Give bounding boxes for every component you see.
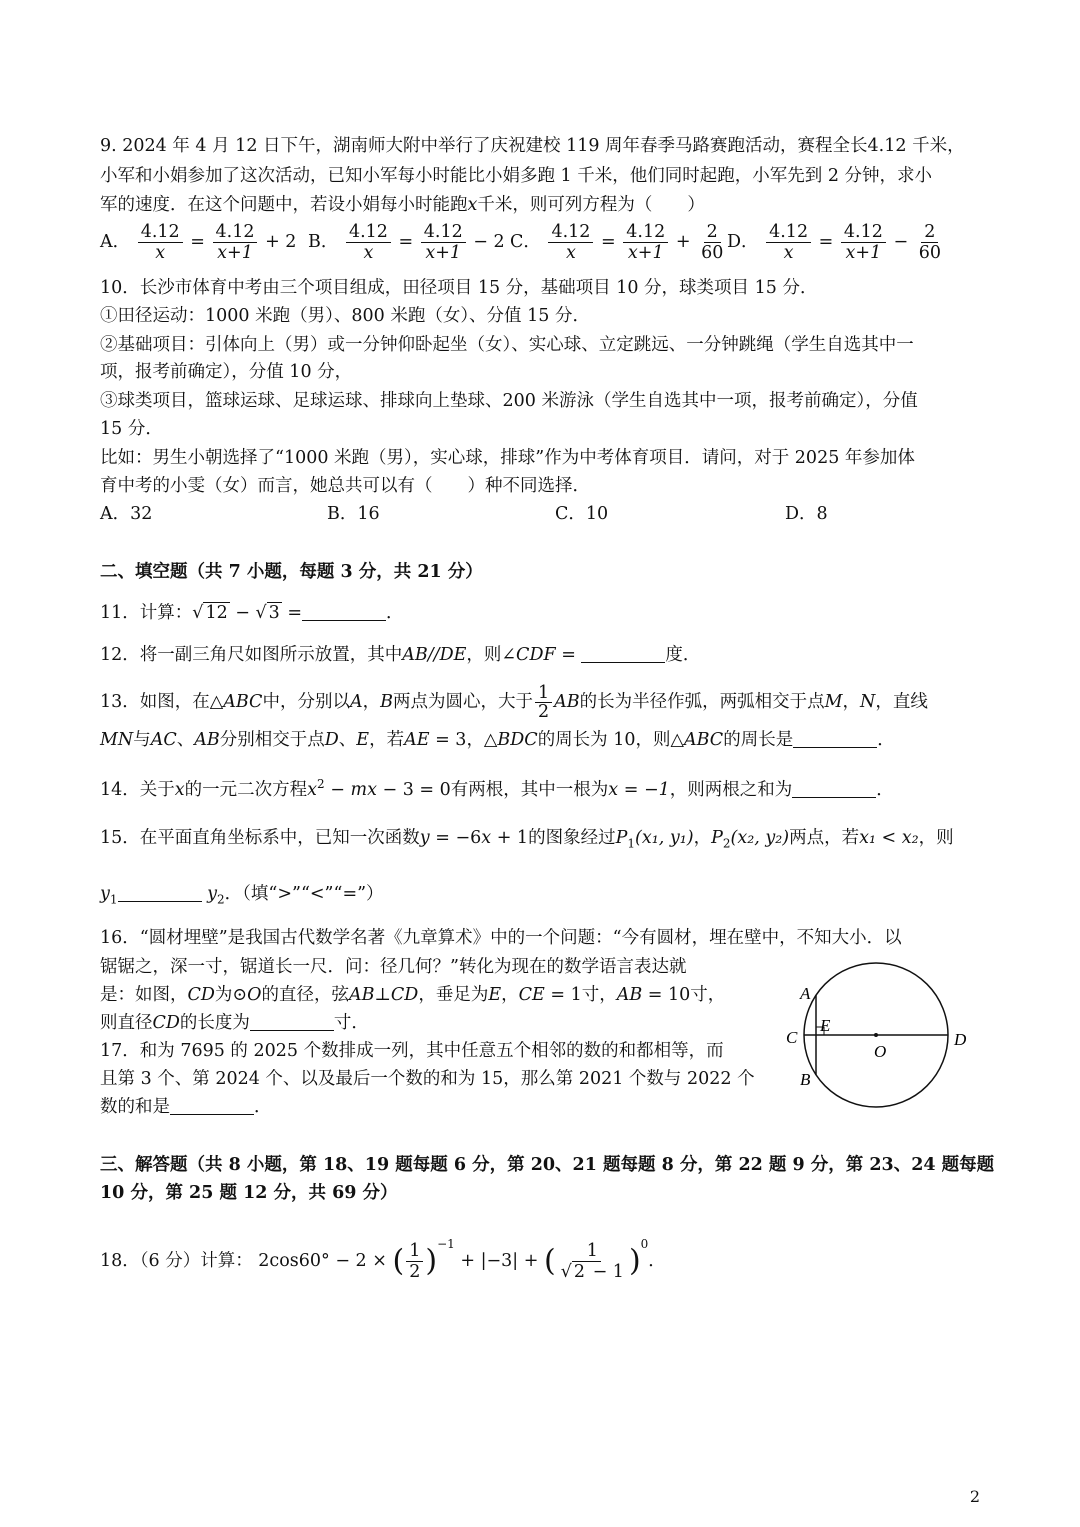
math: = 1 [544, 985, 582, 1005]
q9-line1: 9. 2024 年 4 月 12 日下午，湖南师大附中举行了庆祝建校 119 周年春季马路赛跑活动，赛程全长4.12 千米， [100, 136, 965, 156]
q10-option-c: C．10 [555, 504, 609, 524]
text: 的一元二次方程 [184, 779, 308, 800]
q9-var-x: x [467, 195, 478, 215]
math: x [307, 779, 318, 800]
q13-line2 [100, 728, 895, 752]
math: AB//DE [402, 645, 467, 665]
label-e: E [820, 1016, 831, 1035]
paren: ( [543, 1243, 556, 1279]
subscript: 1 [627, 836, 635, 851]
text: 两点，若 [789, 828, 860, 848]
math: ABC [683, 730, 724, 750]
math: AB [348, 985, 375, 1005]
answer-blank[interactable] [118, 883, 202, 902]
fraction [841, 222, 886, 263]
denominator: x+1 [217, 243, 253, 263]
text: 则直径 [100, 1013, 153, 1033]
q10-option-a: A．32 [100, 504, 153, 524]
q10-line5: ③球类项目，篮球运球、足球运球、排球向上垫球、200 米游泳（学生自选其中一项，报考前确定），分值 [100, 391, 918, 411]
fraction [558, 1241, 627, 1282]
q17-line1: 17．和为 7695 的 2025 个数排成一列，其中任意五个相邻的数的和都相等，而 [100, 1041, 724, 1061]
exponent: 2 [317, 777, 325, 791]
numerator: 4.12 [623, 222, 668, 243]
q11-text: 11．计算： [100, 603, 193, 623]
math: MN [100, 730, 134, 750]
fraction [535, 684, 552, 721]
q10-option-b: B．16 [327, 504, 380, 524]
math: AB [194, 730, 220, 750]
radicand: 3 [268, 603, 280, 623]
text: 有两根，其中一根为 [450, 779, 609, 800]
text: ， [842, 692, 861, 712]
fraction [406, 1241, 423, 1282]
q10-line1: 10．长沙市体育中考由三个项目组成，田径项目 15 分，基础项目 10 分，球类项目 15 分． [100, 278, 818, 298]
subscript: 2 [217, 892, 225, 907]
numerator: 4.12 [346, 222, 391, 243]
text: 度． [665, 645, 701, 665]
text: 寸． [333, 1013, 369, 1033]
text: 14．关于 [100, 779, 175, 800]
math: D [324, 730, 339, 750]
exponent: −1 [437, 1237, 455, 1251]
math: CD [187, 985, 215, 1005]
text: ，垂足为 [418, 985, 489, 1005]
q13-line1 [100, 684, 928, 721]
q16-line1: 16．“圆材埋壁”是我国古代数学名著《九章算术》中的一个问题：“今有圆材，埋在壁中，不知大小．以 [100, 928, 902, 948]
exponent: 0 [640, 1237, 649, 1251]
math: − 3 = 0 [376, 779, 451, 800]
numerator: 4.12 [548, 222, 593, 243]
math: P [711, 828, 723, 848]
math: x = −1 [608, 779, 670, 800]
answer-blank[interactable] [793, 729, 877, 748]
q15-line1 [100, 826, 954, 856]
math: N [860, 692, 876, 712]
q9-option-a [100, 222, 296, 263]
option-label: D． [727, 232, 759, 252]
text: 两点为圆心，大于 [392, 692, 533, 712]
answer-blank[interactable] [302, 602, 386, 621]
math: + 1 [491, 828, 529, 848]
math: AB [554, 692, 580, 712]
math: ∠CDF [501, 645, 556, 665]
math: M [824, 692, 843, 712]
term: − 2 [473, 232, 505, 252]
text: 15．在平面直角坐标系中，已知一次函数 [100, 828, 420, 848]
q10-line3: ②基础项目：引体向上（男）或一分钟仰卧起坐（女）、实心球、立定跳远、一分钟跳绳（学生自选其中一 [100, 335, 914, 355]
option-label: B． [308, 232, 339, 252]
fraction [698, 222, 726, 263]
math: (x₁, y₁) [635, 828, 694, 848]
text: 寸， [690, 985, 726, 1005]
text: 的长为半径作弧，两弧相交于点 [579, 692, 825, 712]
numerator: 4.12 [841, 222, 886, 243]
q10-line6: 15 分． [100, 419, 163, 439]
text: 的周长为 10，则△ [537, 730, 684, 750]
math: = 3 [429, 730, 467, 750]
equals: = [190, 232, 205, 252]
q9-line2: 小军和小娟参加了这次活动，已知小军每小时能比小娟多跑 1 千米，他们同时起跑，小军先到 2 分钟，求小 [100, 166, 933, 186]
section-3-heading-line2: 10 分，第 25 题 12 分，共 69 分） [100, 1183, 398, 1203]
answer-blank[interactable] [792, 779, 876, 798]
math: (x₂, y₂) [730, 828, 790, 848]
radicand: 12 [205, 603, 228, 623]
denominator: x [155, 243, 166, 263]
q17-line2: 且第 3 个、第 2024 个、以及最后一个数的和为 15，那么第 2021 个数与 2022 个 [100, 1069, 755, 1089]
denominator: 60 [701, 243, 724, 263]
page-number: 2 [969, 1487, 980, 1506]
q9-option-d [727, 222, 946, 263]
denominator: x+1 [425, 243, 462, 263]
q16-line2: 锯锯之，深一寸，锯道长一尺．问：径几何？”转化为现在的数学语言表达就 [100, 957, 687, 977]
denominator: x [783, 243, 794, 263]
math: x [174, 779, 185, 800]
math: A [349, 692, 363, 712]
denominator: √ 2 − 1 [560, 1262, 624, 1282]
text: ， [693, 828, 712, 848]
text: 是：如图， [100, 985, 188, 1005]
math: AE [404, 730, 430, 750]
fraction [138, 222, 183, 263]
math: CD [390, 985, 419, 1005]
q10-line8: 育中考的小雯（女）而言，她总共可以有（ ）种不同选择． [100, 476, 590, 496]
q18 [100, 1222, 666, 1284]
q15-line2 [100, 882, 384, 912]
text: ，△ [466, 730, 498, 750]
q9-option-b [308, 222, 505, 263]
math: y [100, 884, 110, 904]
equals: = [398, 232, 414, 252]
denominator: 60 [918, 243, 941, 263]
section-3-heading-line1: 三、解答题（共 8 小题，第 18、19 题每题 6 分，第 20、21 题每题 8 分，第 22 题 9 分，第 23、24 题每题 [100, 1155, 995, 1175]
text: 的图象经过 [528, 828, 616, 848]
q9-line3-end: 千米，则可列方程为（ ） [477, 195, 705, 215]
text: 为⊙ [214, 985, 248, 1005]
math: x₁ < x₂ [859, 828, 919, 848]
text: ， [501, 985, 519, 1005]
period: ． [386, 603, 404, 623]
text: 13．如图，在△ [100, 692, 224, 712]
text: 分别相交于点 [219, 730, 325, 750]
text: ． [648, 1251, 666, 1271]
math: AC [150, 730, 177, 750]
math: CD [152, 1013, 180, 1033]
q14 [100, 772, 894, 802]
numerator: 4.12 [213, 222, 258, 243]
label-a: A [800, 984, 811, 1003]
text: 与 [133, 730, 151, 750]
q11: 11．计算：√ 12 − √ 3 = ． [100, 603, 404, 623]
fraction [916, 222, 944, 263]
q16-line3 [100, 983, 725, 1007]
option-label: C． [510, 232, 541, 252]
option-label: A． [100, 232, 131, 252]
text: ． [876, 779, 894, 800]
text: 寸， [581, 985, 617, 1005]
label-c: C [786, 1028, 798, 1047]
fraction [346, 222, 391, 263]
circle-figure [780, 955, 980, 1125]
numerator: 2 [704, 222, 721, 243]
math: − [324, 779, 351, 800]
equals: = [281, 603, 303, 623]
numerator: 1 [535, 684, 552, 703]
fraction [421, 222, 466, 263]
q10-line7: 比如：男生小朝选择了“1000 米跑（男），实心球，排球”作为中考体育项目．请问，对于 2025 年参加体 [100, 448, 915, 468]
q17-line3 [100, 1095, 272, 1119]
text: 、 [176, 730, 195, 750]
minus: − [893, 232, 909, 252]
math: E [356, 730, 370, 750]
paren: ) [628, 1243, 641, 1279]
answer-blank[interactable] [250, 1012, 334, 1031]
math: AB [616, 985, 643, 1005]
radicand: 2 [573, 1262, 585, 1282]
denominator: x [566, 243, 576, 263]
numerator: 4.12 [766, 222, 811, 243]
q9-line3-text: 军的速度．在这个问题中，若设小娟每小时能跑 [100, 195, 468, 215]
text: ．（填“>”“<”“=”） [224, 884, 384, 904]
numerator: 4.12 [138, 222, 183, 243]
math: = 10 [642, 985, 691, 1005]
denominator: 2 [537, 702, 550, 722]
math: − 1 [587, 1262, 624, 1282]
subscript: 1 [109, 892, 118, 907]
text: 的长度为 [179, 1013, 250, 1033]
plus: + [675, 232, 691, 252]
q10-option-d: D．8 [785, 504, 828, 524]
math: B [380, 692, 393, 712]
fraction [766, 222, 811, 263]
text: 18．（6 分）计算： [100, 1251, 253, 1271]
paren: ( [392, 1243, 405, 1279]
q16-line4 [100, 1011, 369, 1035]
text: ． [254, 1097, 272, 1117]
text: ，则两根之和为 [669, 779, 793, 800]
equals: = [555, 645, 582, 665]
numerator: 1 [406, 1241, 423, 1262]
numerator: 4.12 [421, 222, 466, 243]
equals: = [818, 232, 834, 252]
fraction [213, 222, 258, 263]
label-b: B [800, 1070, 811, 1089]
text: 数的和是 [100, 1097, 170, 1117]
label-d: D [954, 1030, 967, 1049]
text: ， [362, 692, 381, 712]
denominator: x+1 [845, 243, 882, 263]
label-o: O [874, 1042, 887, 1061]
math: + |−3| + [460, 1251, 539, 1271]
fraction [548, 222, 593, 263]
math: y [207, 884, 217, 904]
math: E [488, 985, 502, 1005]
text: ，则 [466, 645, 502, 665]
numerator: 2 [921, 222, 938, 243]
math: BDC [497, 730, 538, 750]
math: y [419, 828, 430, 848]
math: O [247, 985, 262, 1005]
subscript: 2 [722, 836, 731, 851]
denominator: x+1 [627, 243, 664, 263]
denominator: 2 [409, 1262, 421, 1282]
text: ，则 [918, 828, 954, 848]
q9-option-c [510, 222, 728, 263]
math: 2cos60° − 2 × [258, 1251, 387, 1271]
paren: ) [425, 1243, 438, 1279]
q12 [100, 643, 700, 667]
section-2-heading: 二、填空题（共 7 小题，每题 3 分，共 21 分） [100, 562, 483, 582]
term: + 2 [265, 232, 297, 252]
math: CE [518, 985, 545, 1005]
center-point [874, 1033, 878, 1037]
math: ⊥ [374, 985, 391, 1005]
math: = −6 [429, 828, 482, 848]
math: mx [350, 779, 377, 800]
q10-line4: 项，报考前确定），分值 10 分， [100, 362, 353, 382]
q10-line2: ①田径运动：1000 米跑（男）、800 米跑（女）、分值 15 分． [100, 306, 590, 326]
minus: − [229, 603, 256, 623]
text: 的直径，弦 [261, 985, 349, 1005]
numerator: 1 [584, 1241, 601, 1262]
q12-text: 12．将一副三角尺如图所示放置，其中 [100, 645, 403, 665]
equals: = [601, 232, 616, 252]
answer-blank[interactable] [170, 1096, 254, 1115]
math: x [481, 828, 492, 848]
math: ABC [223, 692, 263, 712]
q9-line3 [100, 193, 705, 217]
answer-blank[interactable] [581, 644, 665, 663]
text: ，直线 [875, 692, 928, 712]
text: ，若 [369, 730, 405, 750]
math: P [615, 828, 628, 848]
text: ． [877, 730, 895, 750]
text: 的周长是 [723, 730, 794, 750]
fraction [623, 222, 668, 263]
denominator: x [363, 243, 374, 263]
text: 中，分别以 [262, 692, 350, 712]
text: 、 [338, 730, 357, 750]
